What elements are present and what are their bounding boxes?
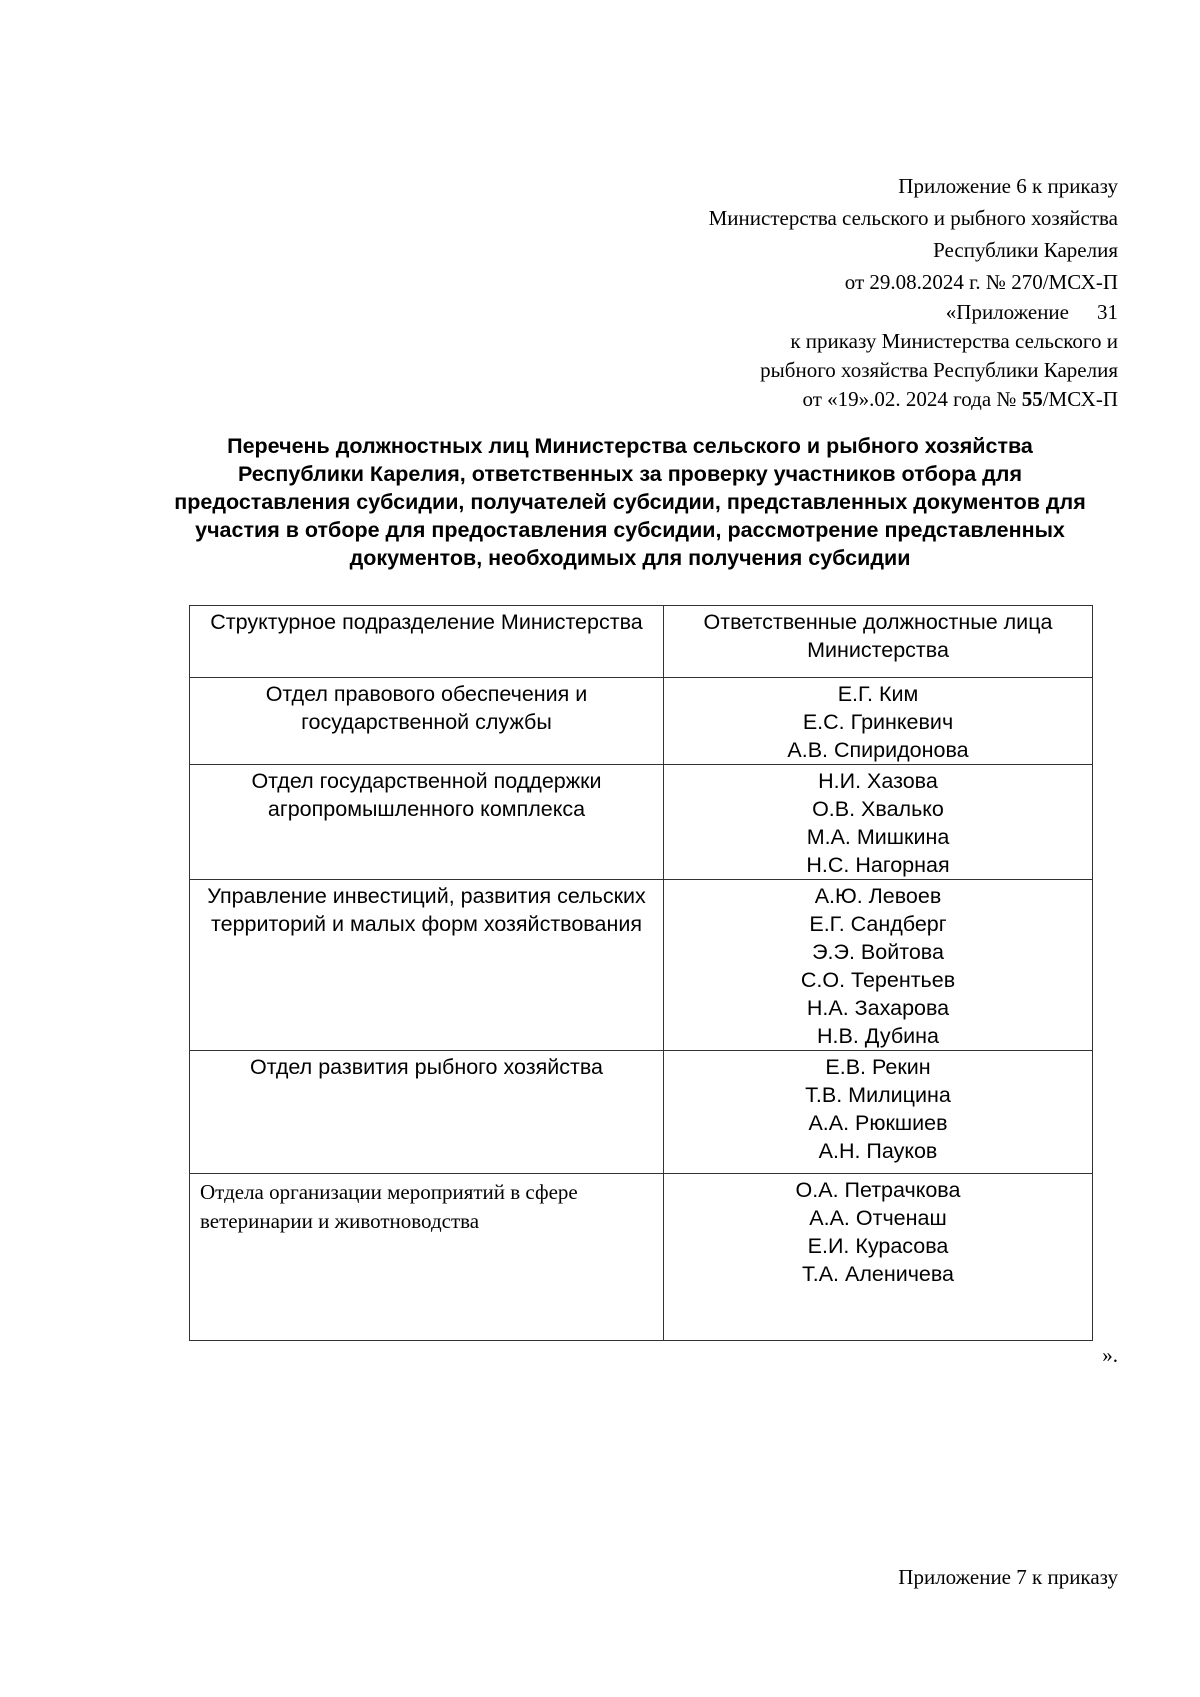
header-line-2: Министерства сельского и рыбного хозяйства xyxy=(708,206,1118,230)
header-line-7: рыбного хозяйства Республики Карелия xyxy=(760,358,1118,382)
table-row xyxy=(190,1174,1093,1341)
official-name: О.В. Хвалько xyxy=(812,797,944,821)
official-name: Т.А. Аленичева xyxy=(801,1262,955,1286)
officials-cell xyxy=(664,765,1093,880)
next-appendix-header: Приложение 7 к приказу xyxy=(898,1565,1118,1589)
document-header xyxy=(709,170,1118,414)
unit-cell: Отдел развития рыбного хозяйства xyxy=(190,1051,664,1174)
officials-cell xyxy=(664,880,1093,1051)
unit-cell: Отдел государственной поддержки агропромышленного комплекса xyxy=(190,765,664,880)
header-line-4: от 29.08.2024 г. № 270/МСХ-П xyxy=(844,270,1118,294)
officials-cell xyxy=(664,1174,1093,1341)
official-name: Е.Г. Сандберг xyxy=(809,912,947,936)
official-name: А.А. Отченаш xyxy=(809,1206,947,1230)
unit-cell: Управление инвестиций, развития сельских территорий и малых форм хозяйствования xyxy=(190,880,664,1051)
official-name: Э.Э. Войтова xyxy=(812,940,944,964)
official-name: Н.А. Захарова xyxy=(806,996,950,1020)
official-name: Е.И. Курасова xyxy=(807,1234,949,1258)
header-line-8: от «19».02. 2024 года № 55/МСХ-П xyxy=(802,387,1118,411)
official-name: М.А. Мишкина xyxy=(806,825,950,849)
header-line-1: Приложение 6 к приказу xyxy=(898,174,1118,198)
official-name: Н.С. Нагорная xyxy=(806,853,950,877)
table-row xyxy=(190,1051,1093,1174)
column-header-officials: Ответственные должностные лица Министерства xyxy=(664,606,1093,678)
official-name: Е.Г. Ким xyxy=(837,682,919,706)
official-name: А.А. Рюкшиев xyxy=(808,1111,948,1135)
unit-cell: Отдел правового обеспечения и государственной службы xyxy=(190,678,664,765)
closing-quote: ». xyxy=(1102,1343,1118,1367)
unit-cell: Отдела организации мероприятий в сфере ветеринарии и животноводства xyxy=(190,1174,664,1341)
header-line-5: «Приложение 31 xyxy=(945,300,1118,324)
official-name: Е.В. Рекин xyxy=(825,1055,931,1079)
column-header-unit: Структурное подразделение Министерства xyxy=(190,606,664,678)
official-name: Н.В. Дубина xyxy=(817,1024,939,1048)
document-title: Перечень должностных лиц Министерства сельского и рыбного хозяйства Республики Карелия, ответственных за проверку участников отбора для предоставления субсидии, получателей субсидии, представленных документов для участия в отборе для предоставления субсидии, рассмотрение представленных документов, необходимых для получения субсидии xyxy=(174,434,1086,570)
officials-cell xyxy=(664,1051,1093,1174)
table-row xyxy=(190,678,1093,765)
officials-cell xyxy=(664,678,1093,765)
official-name: С.О. Терентьев xyxy=(800,968,956,992)
header-line-3: Республики Карелия xyxy=(933,238,1118,262)
official-name: О.А. Петрачкова xyxy=(795,1178,961,1202)
official-name: А.Н. Пауков xyxy=(818,1139,938,1163)
official-name: Н.И. Хазова xyxy=(818,769,938,793)
officials-table xyxy=(189,605,1093,1341)
official-name: А.Ю. Левоев xyxy=(814,884,942,908)
table-row xyxy=(190,880,1093,1051)
official-name: Е.С. Гринкевич xyxy=(802,710,954,734)
official-name: А.В. Спиридонова xyxy=(787,738,969,762)
table-row xyxy=(190,765,1093,880)
official-name: Т.В. Милицина xyxy=(805,1083,951,1107)
table-header-row xyxy=(190,606,1093,678)
header-line-6: к приказу Министерства сельского и xyxy=(790,329,1118,353)
